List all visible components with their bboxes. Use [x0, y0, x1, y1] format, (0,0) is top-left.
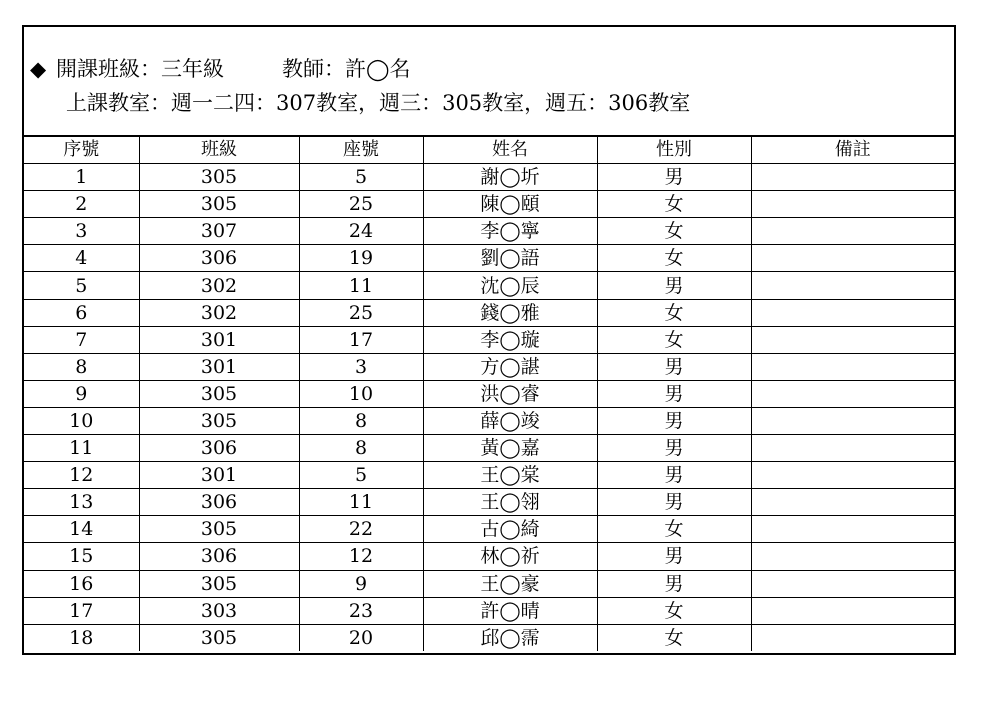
table-row	[24, 299, 954, 326]
cell-number: 8	[24, 353, 139, 380]
column-header-seat: 座號	[299, 137, 423, 164]
cell-class: 301	[139, 462, 299, 489]
cell-seat: 25	[299, 299, 423, 326]
cell-notes	[751, 353, 954, 380]
column-header-gender: 性別	[597, 137, 751, 164]
cell-class: 305	[139, 164, 299, 191]
cell-notes	[751, 624, 954, 651]
table-row	[24, 191, 954, 218]
cell-name: 李◯璇	[423, 326, 597, 353]
class-label: 開課班級：三年級	[56, 57, 224, 81]
table-row	[24, 218, 954, 245]
table-row	[24, 272, 954, 299]
cell-class: 305	[139, 191, 299, 218]
cell-gender: 男	[597, 353, 751, 380]
table-row	[24, 489, 954, 516]
cell-name: 錢◯雅	[423, 299, 597, 326]
cell-class: 301	[139, 353, 299, 380]
cell-notes	[751, 489, 954, 516]
cell-number: 4	[24, 245, 139, 272]
cell-name: 劉◯語	[423, 245, 597, 272]
cell-number: 6	[24, 299, 139, 326]
cell-number: 5	[24, 272, 139, 299]
cell-number: 15	[24, 543, 139, 570]
cell-name: 林◯祈	[423, 543, 597, 570]
cell-number: 2	[24, 191, 139, 218]
cell-class: 306	[139, 435, 299, 462]
cell-gender: 女	[597, 299, 751, 326]
cell-seat: 12	[299, 543, 423, 570]
cell-class: 301	[139, 326, 299, 353]
cell-class: 303	[139, 597, 299, 624]
cell-notes	[751, 380, 954, 407]
table-row	[24, 462, 954, 489]
cell-class: 305	[139, 380, 299, 407]
cell-class: 305	[139, 407, 299, 434]
cell-number: 7	[24, 326, 139, 353]
cell-name: 古◯綺	[423, 516, 597, 543]
table-row	[24, 435, 954, 462]
cell-name: 沈◯辰	[423, 272, 597, 299]
cell-gender: 女	[597, 191, 751, 218]
cell-class: 302	[139, 272, 299, 299]
cell-seat: 9	[299, 570, 423, 597]
cell-gender: 男	[597, 489, 751, 516]
class-roster-sheet	[22, 25, 956, 655]
column-header-number: 序號	[24, 137, 139, 164]
table-row	[24, 245, 954, 272]
cell-notes	[751, 272, 954, 299]
column-header-class: 班級	[139, 137, 299, 164]
teacher-label: 教師：許◯名	[282, 57, 411, 81]
cell-gender: 男	[597, 407, 751, 434]
cell-number: 3	[24, 218, 139, 245]
cell-class: 305	[139, 516, 299, 543]
cell-seat: 5	[299, 462, 423, 489]
cell-name: 黃◯嘉	[423, 435, 597, 462]
cell-seat: 5	[299, 164, 423, 191]
cell-notes	[751, 326, 954, 353]
column-header-notes: 備註	[751, 137, 954, 164]
table-row	[24, 516, 954, 543]
header-line-1	[30, 53, 411, 83]
cell-seat: 20	[299, 624, 423, 651]
roster-body	[24, 164, 954, 651]
table-row	[24, 380, 954, 407]
roster-header	[24, 27, 954, 137]
table-row	[24, 407, 954, 434]
cell-class: 306	[139, 245, 299, 272]
cell-number: 17	[24, 597, 139, 624]
cell-notes	[751, 191, 954, 218]
cell-name: 王◯棠	[423, 462, 597, 489]
cell-seat: 8	[299, 407, 423, 434]
cell-seat: 10	[299, 380, 423, 407]
diamond-bullet-icon: ◆	[30, 57, 47, 81]
cell-gender: 男	[597, 164, 751, 191]
cell-gender: 男	[597, 435, 751, 462]
cell-gender: 女	[597, 326, 751, 353]
classroom-label: 上課教室：週一二四：307教室，週三：305教室，週五：306教室	[66, 91, 691, 115]
cell-seat: 8	[299, 435, 423, 462]
cell-number: 16	[24, 570, 139, 597]
cell-name: 陳◯頤	[423, 191, 597, 218]
cell-name: 王◯豪	[423, 570, 597, 597]
cell-class: 302	[139, 299, 299, 326]
cell-notes	[751, 462, 954, 489]
cell-gender: 男	[597, 462, 751, 489]
cell-number: 9	[24, 380, 139, 407]
cell-gender: 男	[597, 543, 751, 570]
cell-name: 薛◯竣	[423, 407, 597, 434]
cell-gender: 男	[597, 570, 751, 597]
cell-number: 13	[24, 489, 139, 516]
cell-gender: 女	[597, 516, 751, 543]
cell-seat: 23	[299, 597, 423, 624]
cell-seat: 24	[299, 218, 423, 245]
cell-number: 10	[24, 407, 139, 434]
cell-seat: 17	[299, 326, 423, 353]
cell-name: 許◯晴	[423, 597, 597, 624]
table-row	[24, 353, 954, 380]
cell-seat: 19	[299, 245, 423, 272]
cell-number: 18	[24, 624, 139, 651]
cell-notes	[751, 597, 954, 624]
cell-gender: 女	[597, 597, 751, 624]
cell-seat: 11	[299, 272, 423, 299]
cell-notes	[751, 407, 954, 434]
cell-notes	[751, 570, 954, 597]
table-row	[24, 624, 954, 651]
cell-seat: 11	[299, 489, 423, 516]
cell-class: 307	[139, 218, 299, 245]
cell-name: 王◯翎	[423, 489, 597, 516]
cell-gender: 女	[597, 245, 751, 272]
cell-notes	[751, 516, 954, 543]
cell-notes	[751, 218, 954, 245]
cell-seat: 3	[299, 353, 423, 380]
cell-notes	[751, 435, 954, 462]
cell-gender: 男	[597, 272, 751, 299]
cell-gender: 女	[597, 624, 751, 651]
cell-number: 11	[24, 435, 139, 462]
cell-number: 1	[24, 164, 139, 191]
cell-seat: 22	[299, 516, 423, 543]
cell-notes	[751, 299, 954, 326]
cell-seat: 25	[299, 191, 423, 218]
cell-name: 謝◯圻	[423, 164, 597, 191]
roster-table	[24, 137, 954, 651]
cell-name: 李◯寧	[423, 218, 597, 245]
cell-number: 14	[24, 516, 139, 543]
column-header-name: 姓名	[423, 137, 597, 164]
cell-number: 12	[24, 462, 139, 489]
table-row	[24, 543, 954, 570]
table-row	[24, 164, 954, 191]
cell-notes	[751, 164, 954, 191]
cell-name: 方◯諶	[423, 353, 597, 380]
cell-class: 305	[139, 624, 299, 651]
table-row	[24, 597, 954, 624]
cell-name: 邱◯霈	[423, 624, 597, 651]
cell-gender: 女	[597, 218, 751, 245]
cell-notes	[751, 543, 954, 570]
cell-class: 306	[139, 489, 299, 516]
cell-class: 305	[139, 570, 299, 597]
table-row	[24, 326, 954, 353]
table-row	[24, 570, 954, 597]
cell-gender: 男	[597, 380, 751, 407]
cell-notes	[751, 245, 954, 272]
cell-name: 洪◯睿	[423, 380, 597, 407]
cell-class: 306	[139, 543, 299, 570]
table-header-row	[24, 137, 954, 164]
